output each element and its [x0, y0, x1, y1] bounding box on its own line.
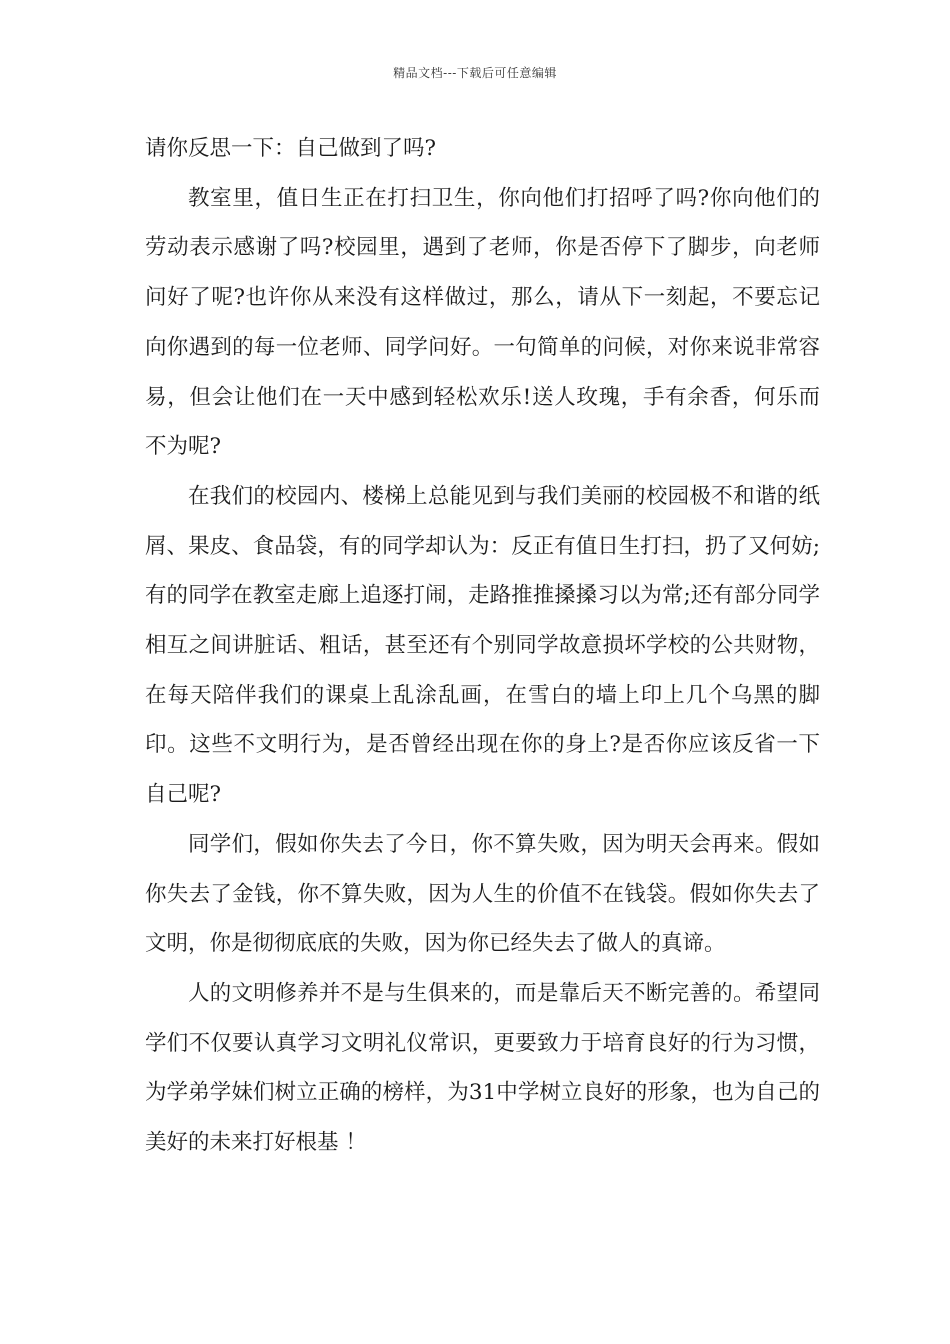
- document-body: [145, 124, 820, 1168]
- paragraph-loss: 同学们，假如你失去了今日，你不算失败，因为明天会再来。假如你失去了金钱，你不算失败，因为人生的价值不在钱袋。假如你失去了文明，你是彻彻底底的失败，因为你已经失去了做人的真谛。: [145, 831, 820, 957]
- paragraph-reflect-question: 请你反思一下：自己做到了吗?: [145, 136, 437, 161]
- paragraph-greeting: 教室里，值日生正在打扫卫生，你向他们打招呼了吗?你向他们的劳动表示感谢了吗?校园里，遇到了老师，你是否停下了脚步，向老师问好了呢?也许你从来没有这样做过，那么，请从下一刻起，不要忘记向你遇到的每一位老师、同学问好。一句简单的问候，对你来说非常容易，但会让他们在一天中感到轻松欢乐!送人玫瑰，手有余香，何乐而不为呢?: [145, 185, 820, 460]
- page-header: 精品文档---下载后可任意编辑: [393, 66, 557, 80]
- paragraph-uncivil-behavior: 在我们的校园内、楼梯上总能见到与我们美丽的校园极不和谐的纸屑、果皮、食品袋，有的同学却认为：反正有值日生打扫，扔了又何妨;有的同学在教室走廊上追逐打闹，走路推推搡搡习以为常;还有部分同学相互之间讲脏话、粗话，甚至还有个别同学故意损坏学校的公共财物，在每天陪伴我们的课桌上乱涂乱画，在雪白的墙上印上几个乌黑的脚印。这些不文明行为，是否曾经出现在你的身上?是否你应该反省一下自己呢?: [145, 483, 820, 808]
- paragraph-conclusion: 人的文明修养并不是与生俱来的，而是靠后天不断完善的。希望同学们不仅要认真学习文明礼仪常识，更要致力于培育良好的行为习惯，为学弟学妹们树立正确的榜样，为31中学树立良好的形象，也为自己的美好的未来打好根基 ！: [145, 980, 820, 1156]
